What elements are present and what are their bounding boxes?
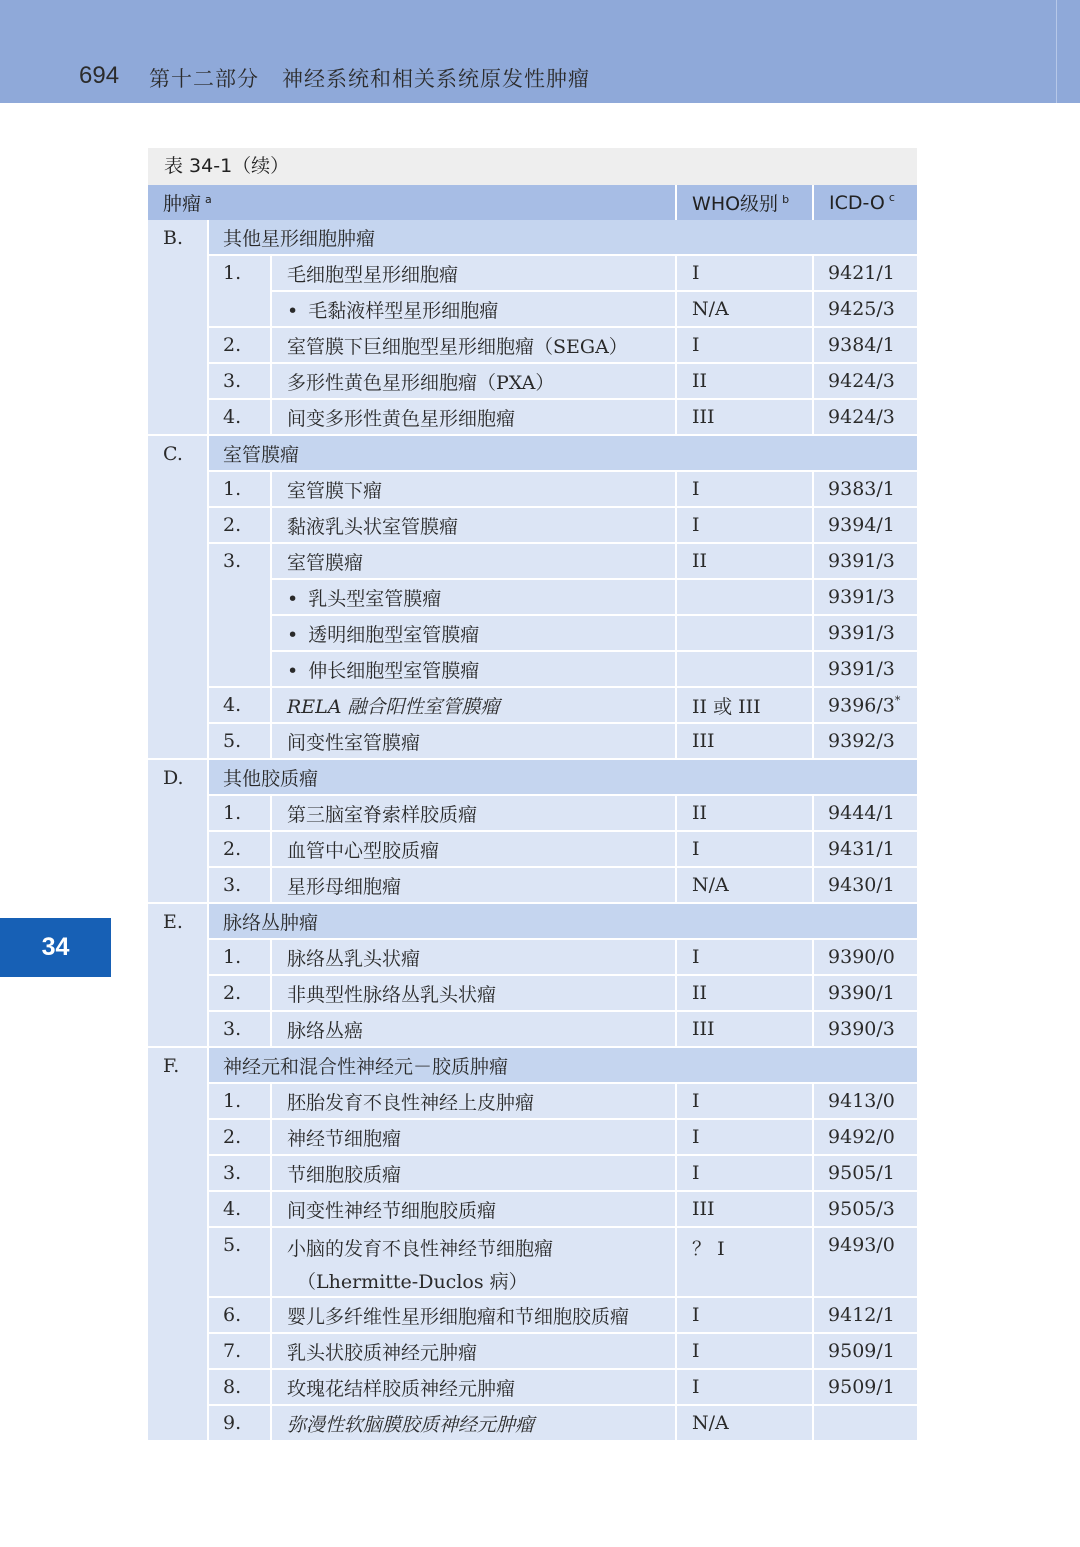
tumor-name: 脉络丛癌	[271, 1011, 676, 1047]
table-row	[148, 255, 917, 291]
icd-code: 9384/1	[813, 327, 917, 363]
tumor-name: 血管中心型胶质瘤	[271, 831, 676, 867]
section-title-d: 其他胶质瘤	[208, 759, 917, 795]
row-number: 5.	[208, 723, 271, 759]
row-number: 5.	[208, 1227, 271, 1297]
who-grade: I	[676, 507, 813, 543]
who-grade	[676, 615, 813, 651]
who-grade: I	[676, 471, 813, 507]
row-number: 4.	[208, 1191, 271, 1227]
icd-code: 9412/1	[813, 1297, 917, 1333]
table-row	[148, 399, 917, 435]
section-title-e: 脉络丛肿瘤	[208, 903, 917, 939]
tumor-table	[148, 148, 917, 1442]
icd-code: 9424/3	[813, 399, 917, 435]
tumor-name: 弥漫性软脑膜胶质神经元肿瘤	[271, 1405, 676, 1441]
icd-code: 9493/0	[813, 1227, 917, 1297]
who-grade: II	[676, 363, 813, 399]
who-grade: II	[676, 975, 813, 1011]
table-row	[148, 507, 917, 543]
row-number: 2.	[208, 507, 271, 543]
tumor-name: 婴儿多纤维性星形细胞瘤和节细胞胶质瘤	[271, 1297, 676, 1333]
section-row-c	[148, 435, 917, 471]
who-grade: N/A	[676, 291, 813, 327]
bullet-icon: •	[287, 623, 299, 646]
tumor-name: 室管膜下巨细胞型星形细胞瘤（SEGA）	[271, 327, 676, 363]
row-number: 4.	[208, 399, 271, 435]
row-number: 9.	[208, 1405, 271, 1441]
icd-code: 9505/3	[813, 1191, 917, 1227]
icd-code: 9509/1	[813, 1369, 917, 1405]
icd-code: 9430/1	[813, 867, 917, 903]
tumor-name: 室管膜瘤	[271, 543, 676, 579]
table-header-row	[148, 185, 917, 220]
icd-code: 9444/1	[813, 795, 917, 831]
who-grade: I	[676, 1083, 813, 1119]
table-row	[148, 327, 917, 363]
who-grade: I	[676, 1297, 813, 1333]
tumor-name: 玫瑰花结样胶质神经元肿瘤	[271, 1369, 676, 1405]
col-header-icd: ICD-O $^c$	[813, 185, 917, 220]
table-row	[148, 867, 917, 903]
who-grade: II 或 III	[676, 687, 813, 723]
col-header-grade: WHO级别 $^b$	[676, 185, 813, 220]
table-row	[148, 1333, 917, 1369]
who-grade: I	[676, 1333, 813, 1369]
tumor-name: 黏液乳头状室管膜瘤	[271, 507, 676, 543]
icd-code: 9390/0	[813, 939, 917, 975]
icd-code: 9391/3	[813, 615, 917, 651]
icd-code: 9391/3	[813, 543, 917, 579]
tumor-name: 脉络丛乳头状瘤	[271, 939, 676, 975]
bullet-icon: •	[287, 659, 299, 682]
tumor-name: 小脑的发育不良性神经节细胞瘤 （Lhermitte-Duclos 病）	[271, 1227, 676, 1297]
table-row	[148, 975, 917, 1011]
bullet-icon: •	[287, 299, 299, 322]
tumor-name: 胚胎发育不良性神经上皮肿瘤	[271, 1083, 676, 1119]
row-number: 3.	[208, 1011, 271, 1047]
row-number: 1.	[208, 939, 271, 975]
row-number: 8.	[208, 1369, 271, 1405]
who-grade: I	[676, 939, 813, 975]
section-letter-e: E.	[148, 903, 208, 1047]
table-row	[148, 1119, 917, 1155]
table-row	[148, 795, 917, 831]
row-number: 1.	[208, 471, 271, 507]
section-title-c: 室管膜瘤	[208, 435, 917, 471]
row-number: 3.	[208, 543, 271, 687]
icd-code: 9425/3	[813, 291, 917, 327]
running-title	[149, 63, 590, 93]
icd-code: 9421/1	[813, 255, 917, 291]
tumor-name: 间变多形性黄色星形细胞瘤	[271, 399, 676, 435]
row-number: 1.	[208, 255, 271, 327]
icd-code: 9396/3*	[813, 687, 917, 723]
table-caption: 表 34-1（续）	[148, 148, 917, 185]
row-number: 3.	[208, 867, 271, 903]
icd-code: 9394/1	[813, 507, 917, 543]
table-row	[148, 1297, 917, 1333]
tumor-name: 非典型性脉络丛乳头状瘤	[271, 975, 676, 1011]
tumor-name: 间变性室管膜瘤	[271, 723, 676, 759]
who-grade: I	[676, 1119, 813, 1155]
who-grade: I	[676, 1155, 813, 1191]
icd-code: 9391/3	[813, 651, 917, 687]
who-grade: I	[676, 255, 813, 291]
icd-code: 9390/3	[813, 1011, 917, 1047]
who-grade: I	[676, 831, 813, 867]
tumor-name: • 透明细胞型室管膜瘤	[271, 615, 676, 651]
table-row	[148, 1227, 917, 1297]
who-grade: ？ I	[676, 1227, 813, 1297]
section-row-f	[148, 1047, 917, 1083]
who-grade: III	[676, 399, 813, 435]
icd-code: 9492/0	[813, 1119, 917, 1155]
who-grade: N/A	[676, 867, 813, 903]
row-number: 3.	[208, 363, 271, 399]
table-row	[148, 543, 917, 579]
who-grade: I	[676, 1369, 813, 1405]
who-grade: III	[676, 723, 813, 759]
icd-code: 9509/1	[813, 1333, 917, 1369]
row-number: 6.	[208, 1297, 271, 1333]
row-number: 4.	[208, 687, 271, 723]
icd-code	[813, 1405, 917, 1441]
who-grade: II	[676, 543, 813, 579]
tumor-name: • 乳头型室管膜瘤	[271, 579, 676, 615]
row-number: 1.	[208, 1083, 271, 1119]
section-title-f: 神经元和混合性神经元－胶质肿瘤	[208, 1047, 917, 1083]
who-grade: II	[676, 795, 813, 831]
tumor-name: 神经节细胞瘤	[271, 1119, 676, 1155]
tumor-name: 多形性黄色星形细胞瘤（PXA）	[271, 363, 676, 399]
tumor-name: 间变性神经节细胞胶质瘤	[271, 1191, 676, 1227]
tumor-name: • 伸长细胞型室管膜瘤	[271, 651, 676, 687]
who-grade: N/A	[676, 1405, 813, 1441]
row-number: 3.	[208, 1155, 271, 1191]
icd-code: 9413/0	[813, 1083, 917, 1119]
icd-code: 9391/3	[813, 579, 917, 615]
row-number: 2.	[208, 831, 271, 867]
who-grade: III	[676, 1191, 813, 1227]
col-header-tumor: 肿瘤 $^a$	[148, 185, 676, 220]
icd-code: 9424/3	[813, 363, 917, 399]
icd-code: 9392/3	[813, 723, 917, 759]
section-letter-f: F.	[148, 1047, 208, 1441]
section-row-e	[148, 903, 917, 939]
section-letter-d: D.	[148, 759, 208, 903]
table-row	[148, 687, 917, 723]
table-row	[148, 831, 917, 867]
table-row	[148, 1191, 917, 1227]
tumor-name: 节细胞胶质瘤	[271, 1155, 676, 1191]
table-row	[148, 1369, 917, 1405]
tumor-name: 室管膜下瘤	[271, 471, 676, 507]
chapter-tab: 34	[0, 918, 111, 977]
chapter-title: 神经系统和相关系统原发性肿瘤	[282, 67, 591, 91]
tumor-name: 乳头状胶质神经元肿瘤	[271, 1333, 676, 1369]
row-number: 2.	[208, 975, 271, 1011]
section-letter-b: B.	[148, 220, 208, 435]
tumor-name: RELA 融合阳性室管膜瘤	[271, 687, 676, 723]
row-number: 7.	[208, 1333, 271, 1369]
bullet-icon: •	[287, 587, 299, 610]
table-row	[148, 363, 917, 399]
table-row	[148, 1405, 917, 1441]
tumor-name: 毛细胞型星形细胞瘤	[271, 255, 676, 291]
who-grade	[676, 651, 813, 687]
page-number: 694	[79, 62, 120, 89]
who-grade	[676, 579, 813, 615]
row-number: 2.	[208, 327, 271, 363]
table-row	[148, 1011, 917, 1047]
icd-code: 9383/1	[813, 471, 917, 507]
table-row	[148, 1155, 917, 1191]
table-row	[148, 1083, 917, 1119]
section-title-b: 其他星形细胞肿瘤	[208, 220, 917, 255]
tumor-name: 第三脑室脊索样胶质瘤	[271, 795, 676, 831]
row-number: 2.	[208, 1119, 271, 1155]
icd-code: 9431/1	[813, 831, 917, 867]
tumor-name: 星形母细胞瘤	[271, 867, 676, 903]
section-row-d	[148, 759, 917, 795]
section-letter-c: C.	[148, 435, 208, 759]
who-grade: I	[676, 327, 813, 363]
icd-code: 9390/1	[813, 975, 917, 1011]
who-grade: III	[676, 1011, 813, 1047]
table-row	[148, 723, 917, 759]
header-edge-line	[1056, 0, 1057, 103]
row-number: 1.	[208, 795, 271, 831]
table-row	[148, 471, 917, 507]
section-label: 第十二部分	[149, 67, 259, 91]
section-row-b	[148, 220, 917, 255]
table-row	[148, 939, 917, 975]
tumor-name: • 毛黏液样型星形细胞瘤	[271, 291, 676, 327]
icd-code: 9505/1	[813, 1155, 917, 1191]
